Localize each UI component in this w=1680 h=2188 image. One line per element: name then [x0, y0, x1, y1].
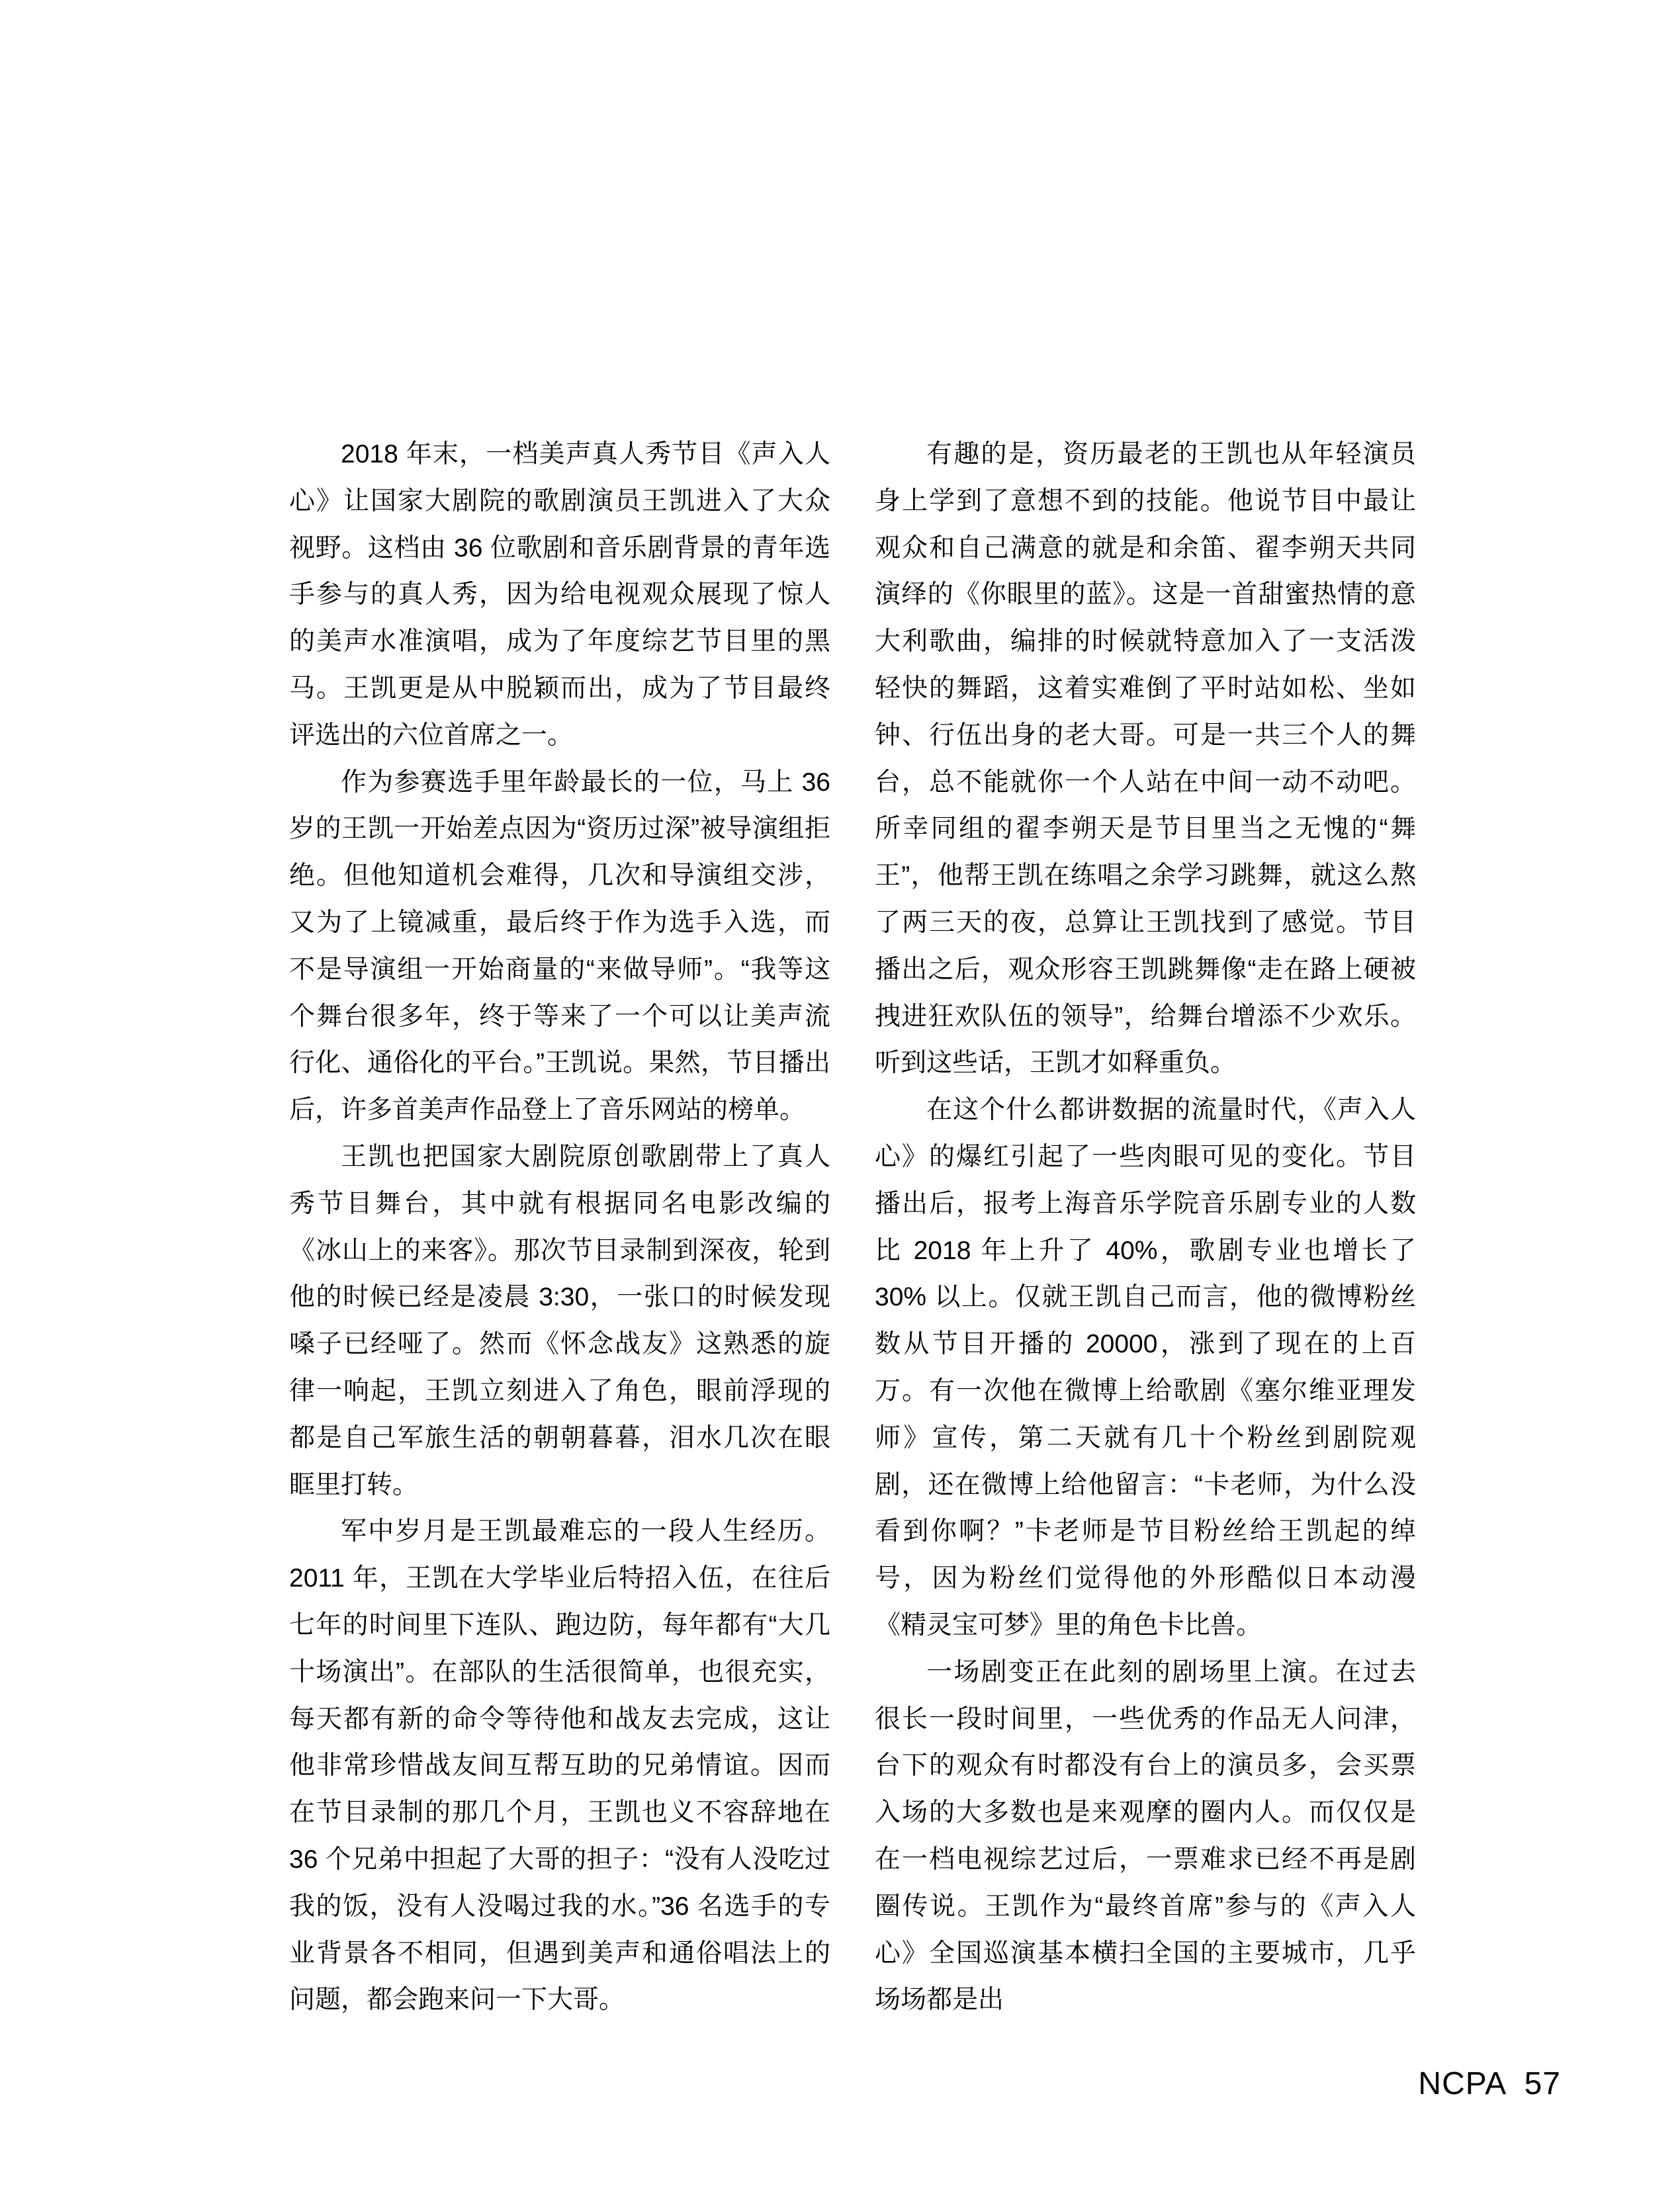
page-footer [1418, 2067, 1561, 2101]
paragraph-right-3: 一场剧变正在此刻的剧场里上演。在过去很长一段时间里，一些优秀的作品无人问津，台下的观众有时都没有台上的演员多，会买票入场的大多数也是来观摩的圈内人。而仅仅是在一档电视综艺过后，一票难求已经不再是剧圈传说。王凯作为“最终首席”参与的《声入人心》全国巡演基本横扫全国的主要城市，几乎场场都是出 [875, 1657, 1416, 2015]
article-column-right [875, 431, 1416, 2024]
paragraph-left-4: 军中岁月是王凯最难忘的一段人生经历。2011 年，王凯在大学毕业后特招入伍，在往后七年的时间里下连队、跑边防，每年都有“大几十场演出”。在部队的生活很简单，也很充实，每天都有新的命令等待他和战友去完成，这让他非常珍惜战友间互帮互助的兄弟情谊。因而在节目录制的那几个月，王凯也义不容辞地在 36 个兄弟中担起了大哥的担子：“没有人没吃过我的饭，没有人没喝过我的水。”36 名选手的专业背景各不相同，但遇到美声和通俗唱法上的问题，都会跑来问一下大哥。 [289, 1517, 830, 2015]
article-column-left [289, 431, 830, 2024]
journal-brand: NCPA [1418, 2066, 1507, 2101]
paragraph-right-1: 有趣的是，资历最老的王凯也从年轻演员身上学到了意想不到的技能。他说节目中最让观众和自己满意的就是和余笛、翟李朔天共同演绎的《你眼里的蓝》。这是一首甜蜜热情的意大利歌曲，编排的时候就特意加入了一支活泼轻快的舞蹈，这着实难倒了平时站如松、坐如钟、行伍出身的老大哥。可是一共三个人的舞台，总不能就你一个人站在中间一动不动吧。所幸同组的翟李朔天是节目里当之无愧的“舞王”，他帮王凯在练唱之余学习跳舞，就这么熬了两三天的夜，总算让王凯找到了感觉。节目播出之后，观众形容王凯跳舞像“走在路上硬被拽进狂欢队伍的领导”，给舞台增添不少欢乐。听到这些话，王凯才如释重负。 [875, 440, 1416, 1078]
paragraph-left-3: 王凯也把国家大剧院原创歌剧带上了真人秀节目舞台，其中就有根据同名电影改编的《冰山上的来客》。那次节目录制到深夜，轮到他的时候已经是凌晨 3:30，一张口的时候发现嗓子已经哑了。然而《怀念战友》这熟悉的旋律一响起，王凯立刻进入了角色，眼前浮现的都是自己军旅生活的朝朝暮暮，泪水几次在眼眶里打转。 [289, 1142, 830, 1499]
page-number: 57 [1524, 2066, 1561, 2101]
paragraph-left-1: 2018 年末，一档美声真人秀节目《声入人心》让国家大剧院的歌剧演员王凯进入了大众视野。这档由 36 位歌剧和音乐剧背景的青年选手参与的真人秀，因为给电视观众展现了惊人的美声水准演唱，成为了年度综艺节目里的黑马。王凯更是从中脱颖而出，成为了节目最终评选出的六位首席之一。 [289, 440, 830, 750]
paragraph-left-2: 作为参赛选手里年龄最长的一位，马上 36 岁的王凯一开始差点因为“资历过深”被导演组拒绝。但他知道机会难得，几次和导演组交涉，又为了上镜减重，最后终于作为选手入选，而不是导演组一开始商量的“来做导师”。“我等这个舞台很多年，终于等来了一个可以让美声流行化、通俗化的平台。”王凯说。果然，节目播出后，许多首美声作品登上了音乐网站的榜单。 [289, 767, 830, 1125]
paragraph-right-2: 在这个什么都讲数据的流量时代，《声入人心》的爆红引起了一些肉眼可见的变化。节目播出后，报考上海音乐学院音乐剧专业的人数比 2018 年上升了 40%，歌剧专业也增长了 30% 以上。仅就王凯自己而言，他的微博粉丝数从节目开播的 20000，涨到了现在的上百万。有一次他在微博上给歌剧《塞尔维亚理发师》宣传，第二天就有几十个粉丝到剧院观剧，还在微博上给他留言：“卡老师，为什么没看到你啊？”卡老师是节目粉丝给王凯起的绰号，因为粉丝们觉得他的外形酷似日本动漫《精灵宝可梦》里的角色卡比兽。 [875, 1096, 1416, 1640]
